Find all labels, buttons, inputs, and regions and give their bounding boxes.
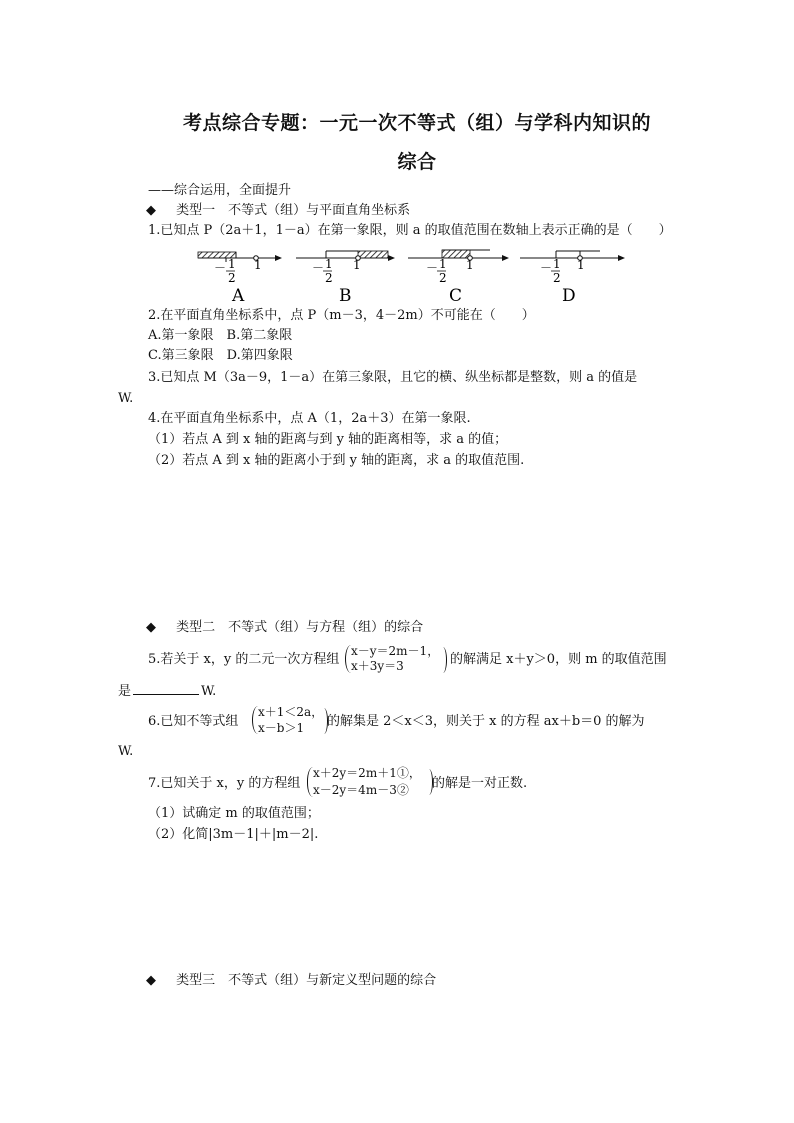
diamond-bullet-icon: ◆: [146, 973, 156, 988]
tick-label-one: 1: [577, 258, 585, 272]
question-6-end: W.: [118, 744, 134, 759]
question-2-text: 2.在平面直角坐标系中，点 P（m－3，4－2m）不可能在（ ）: [148, 308, 535, 323]
number-line-a[interactable]: [198, 252, 282, 306]
option-label-c: C: [449, 286, 463, 306]
diamond-bullet-icon: ◆: [146, 620, 156, 635]
question-7-part-2: （2）化简|3m－1|＋|m－2|.: [148, 827, 319, 842]
tick-label-one: 1: [466, 258, 474, 272]
question-5-line2-prefix: 是: [118, 684, 132, 699]
equation-1: x＋2y＝2m＋1①，: [313, 766, 421, 780]
page-title-line1: 考点综合专题：一元一次不等式（组）与学科内知识的: [182, 112, 651, 134]
number-line-c[interactable]: [408, 250, 509, 306]
tick-fraction-num: 1: [439, 257, 447, 271]
tick-label-neg: －: [214, 261, 227, 275]
equation-1: x－y＝2m－1，: [351, 644, 440, 658]
question-1-text: 1.已知点 P（2a＋1，1－a）在第一象限，则 a 的取值范围在数轴上表示正确的是（ ）: [148, 223, 672, 238]
option-label-b: B: [339, 286, 352, 306]
inequality-1: x＋1＜2a，: [258, 705, 324, 719]
tick-label-one: 1: [254, 258, 262, 272]
section-3-heading: [146, 973, 436, 989]
question-7-suffix: 的解是一对正数.: [432, 776, 528, 791]
tick-label-neg: －: [312, 261, 325, 275]
question-3-end: W.: [118, 391, 134, 406]
equation-2: x－2y＝4m－3②: [313, 783, 409, 797]
question-6-suffix: 的解集是 2＜x＜3，则关于 x 的方程 ax＋b＝0 的解为: [327, 714, 645, 729]
tick-label-one: 1: [353, 258, 361, 272]
number-line-d[interactable]: [520, 251, 625, 306]
tick-label-neg: －: [426, 261, 439, 275]
option-label-d: D: [562, 286, 576, 306]
equation-2: x＋3y＝3: [351, 659, 404, 673]
question-5-prefix: 5.若关于 x，y 的二元一次方程组: [148, 652, 340, 667]
subtitle: ——综合运用，全面提升: [148, 183, 292, 198]
question-4-text: 4.在平面直角坐标系中，点 A（1，2a＋3）在第一象限.: [148, 411, 471, 426]
question-5-end: W.: [201, 684, 217, 699]
shaded-region: [358, 251, 388, 258]
question-4-part-1: （1）若点 A 到 x 轴的距离与到 y 轴的距离相等，求 a 的值；: [148, 432, 508, 447]
tick-fraction-den: 2: [228, 271, 236, 285]
tick-fraction-num: 1: [553, 257, 561, 271]
section-2-label: 类型二 不等式（组）与方程（组）的综合: [176, 620, 424, 635]
option-label-a: A: [232, 286, 245, 306]
diamond-bullet-icon: ◆: [146, 203, 156, 218]
question-2-options-2: C.第三象限 D.第四象限: [148, 348, 293, 363]
tick-fraction-num: 1: [228, 257, 236, 271]
page-title-line2: 综合: [397, 151, 437, 173]
tick-fraction-num: 1: [325, 257, 333, 271]
section-2-heading: [146, 620, 423, 636]
tick-fraction-den: 2: [439, 271, 447, 285]
number-line-b[interactable]: [296, 251, 395, 306]
question-7-prefix: 7.已知关于 x，y 的方程组: [148, 776, 301, 791]
section-1-heading: [146, 203, 410, 219]
question-4-part-2: （2）若点 A 到 x 轴的距离小于到 y 轴的距离，求 a 的取值范围.: [148, 453, 525, 468]
right-bracket: [441, 647, 447, 673]
tick-fraction-den: 2: [553, 271, 561, 285]
question-5-line2: [118, 682, 216, 700]
section-1-label: 类型一 不等式（组）与平面直角坐标系: [176, 203, 411, 218]
question-7-part-1: （1）试确定 m 的取值范围；: [148, 806, 320, 821]
inequality-2: x－b＞1: [258, 721, 305, 735]
answer-blank[interactable]: [133, 682, 199, 695]
question-3-text: 3.已知点 M（3a－9，1－a）在第三象限，且它的横、纵坐标都是整数，则 a 的值是: [148, 370, 638, 385]
question-5-suffix: 的解满足 x＋y＞0，则 m 的取值范围: [450, 652, 667, 667]
number-line-options: [190, 241, 640, 307]
tick-fraction-den: 2: [325, 271, 333, 285]
section-3-label: 类型三 不等式（组）与新定义型问题的综合: [176, 973, 437, 988]
question-6-prefix: 6.已知不等式组: [148, 714, 239, 729]
question-2-options-1: A.第一象限 B.第二象限: [148, 328, 293, 343]
tick-label-neg: －: [540, 261, 553, 275]
